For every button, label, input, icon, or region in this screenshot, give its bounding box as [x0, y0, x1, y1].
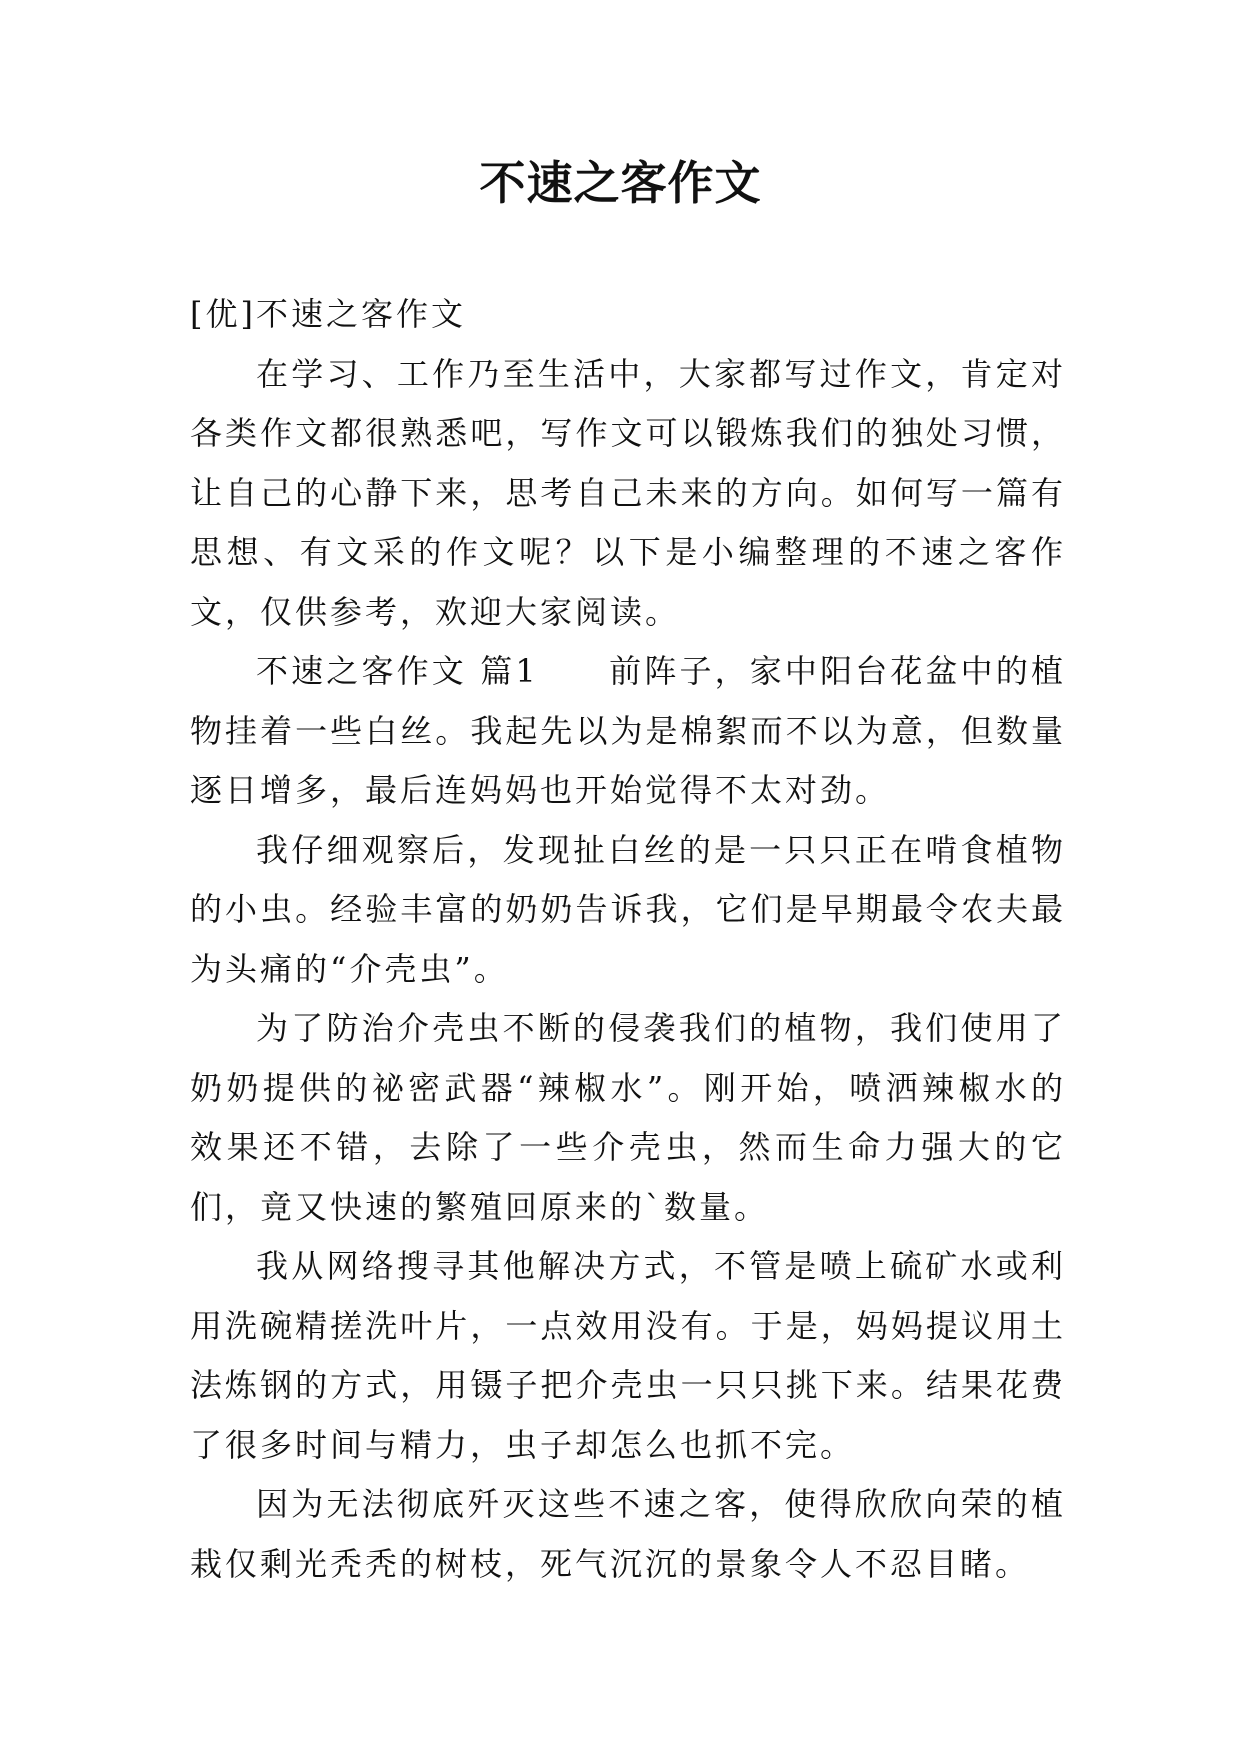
paragraph-3: 为了防治介壳虫不断的侵袭我们的植物，我们使用了奶奶提供的祕密武器“辣椒水”。刚开始，喷洒辣椒水的效果还不错，去除了一些介壳虫，然而生命力强大的它们，竟又快速的繁殖回原来的`数量。: [190, 1009, 1066, 1226]
paragraph-2: 我仔细观察后，发现扯白丝的是一只只正在啃食植物的小虫。经验丰富的奶奶告诉我，它们是早期最令农夫最为头痛的“介壳虫”。: [190, 830, 1066, 988]
paragraph-intro: 在学习、工作乃至生活中，大家都写过作文，肯定对各类作文都很熟悉吧，写作文可以锻炼我们的独处习惯，让自己的心静下来，思考自己未来的方向。如何写一篇有思想、有文采的作文呢？以下是小编整理的不速之客作文，仅供参考，欢迎大家阅读。: [190, 354, 1066, 631]
document-body: [190, 285, 1066, 1594]
paragraph-1: 不速之客作文 篇1 前阵子，家中阳台花盆中的植物挂着一些白丝。我起先以为是棉絮而不以为意，但数量逐日增多，最后连妈妈也开始觉得不太对劲。: [190, 652, 1066, 809]
document-title: 不速之客作文: [479, 156, 762, 210]
paragraph-4: 我从网络搜寻其他解决方式，不管是喷上硫矿水或利用洗碗精搓洗叶片，一点效用没有。于是，妈妈提议用土法炼钢的方式，用镊子把介壳虫一只只挑下来。结果花费了很多时间与精力，虫子却怎么也抓不完。: [190, 1247, 1066, 1464]
paragraph-5: 因为无法彻底歼灭这些不速之客，使得欣欣向荣的植栽仅剩光秃秃的树枝，死气沉沉的景象令人不忍目睹。: [190, 1485, 1066, 1583]
document-subtitle: [优]不速之客作文: [190, 295, 466, 333]
